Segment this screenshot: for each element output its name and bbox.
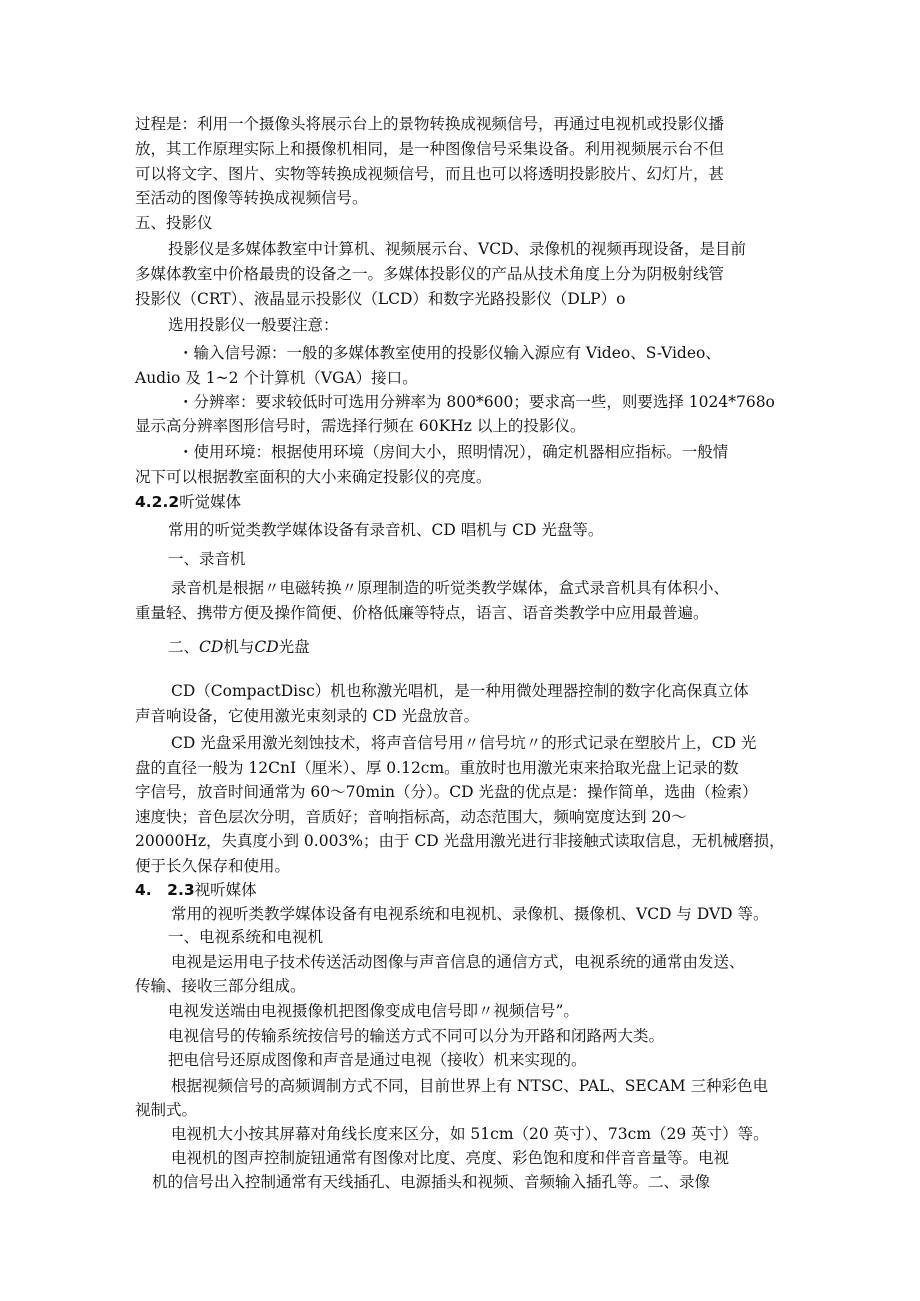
paragraph-line: 传输、接收三部分组成。 [135, 977, 306, 995]
section-title: 听觉媒体 [179, 493, 242, 511]
heading-part: 机与 [223, 638, 255, 656]
paragraph-line: 根据视频信号的高频调制方式不同，目前世界上有 NTSC、PAL、SECAM 三种彩色电 [171, 1077, 769, 1095]
bullet-line: ・输入信号源：一般的多媒体教室使用的投影仪输入源应有 Video、S-Video、 [178, 344, 721, 362]
paragraph-line: 至活动的图像等转换成视频信号。 [135, 189, 368, 207]
paragraph-line: 盘的直径一般为 12CnI（厘米）、厚 0.12cm。重放时也用激光束来拾取光盘上记录的数 [135, 759, 739, 777]
paragraph-line: 便于长久保存和使用。 [135, 857, 291, 875]
paragraph-line: 况下可以根据教室面积的大小来确定投影仪的亮度。 [135, 468, 492, 486]
section-heading-projector: 五、投影仪 [135, 214, 213, 232]
paragraph-line: Audio 及 1~2 个计算机（VGA）接口。 [135, 369, 418, 387]
paragraph-line: 电视发送端由电视摄像机把图像变成电信号即〃视频信号”。 [168, 1002, 579, 1020]
bullet-line: ・使用环境：根据使用环境（房间大小，照明情况），确定机器相应指标。一般情 [178, 443, 729, 461]
heading-part: 光盘 [278, 638, 310, 656]
section-heading-recorder: 一、录音机 [168, 550, 246, 568]
paragraph-line: 速度快；音色层次分明，音质好；音响指标高，动态范围大，频响宽度达到 20～ [135, 808, 687, 826]
subsection-heading-422 [135, 491, 241, 513]
heading-part: 二、 [168, 638, 200, 656]
heading-part: CD [254, 638, 279, 656]
paragraph-line: 电视机大小按其屏幕对角线长度来区分，如 51cm（20 英寸）、73cm（29 英寸）等。 [171, 1125, 769, 1143]
paragraph-line: 常用的视听类教学媒体设备有电视系统和电视机、录像机、摄像机、VCD 与 DVD 等。 [171, 905, 769, 923]
section-number: 4.2.2 [135, 493, 180, 511]
section-heading-cd [168, 636, 310, 658]
section-title: 视听媒体 [194, 881, 257, 899]
paragraph-line: CD 光盘采用激光刻蚀技术，将声音信号用〃信号坑〃的形式记录在塑胶片上，CD 光 [171, 734, 757, 752]
paragraph-line: 常用的听觉类教学媒体设备有录音机、CD 唱机与 CD 光盘等。 [168, 521, 604, 539]
subsection-heading-423 [135, 879, 257, 901]
paragraph-line: 把电信号还原成图像和声音是通过电视（接收）机来实现的。 [168, 1051, 587, 1069]
paragraph-line: 投影仪是多媒体教室中计算机、视频展示台、VCD、录像机的视频再现设备，是目前 [168, 240, 746, 258]
paragraph-line: CD（CompactDisc）机也称激光唱机，是一种用微处理器控制的数字化高保真立体 [171, 682, 749, 700]
paragraph-line: 放，其工作原理实际上和摄像机相同，是一种图像信号采集设备。利用视频展示台不但 [135, 140, 725, 158]
paragraph-line: 电视是运用电子技术传送活动图像与声音信息的通信方式，电视系统的通常由发送、 [171, 953, 745, 971]
paragraph-line: 过程是：利用一个摄像头将展示台上的景物转换成视频信号，再通过电视机或投影仪播 [135, 115, 725, 133]
paragraph-line: 视制式。 [135, 1101, 198, 1119]
paragraph-line: 录音机是根据〃电磁转换〃原理制造的听觉类教学媒体，盒式录音机具有体积小、 [171, 579, 730, 597]
paragraph-line: 电视机的图声控制旋钮通常有图像对比度、亮度、彩色饱和度和伴音音量等。电视 [171, 1149, 730, 1167]
bullet-line: ・分辨率：要求较低时可选用分辨率为 800*600；要求高一些，则要选择 1024*768o [178, 393, 775, 411]
paragraph-line: 20000Hz，失真度小到 0.003%；由于 CD 光盘用激光进行非接触式读取信息，无机械磨损， [135, 832, 785, 850]
paragraph-line: 重量轻、携带方便及操作简便、价格低廉等特点，语言、语音类教学中应用最普遍。 [135, 604, 709, 622]
paragraph-line: 多媒体教室中价格最贵的设备之一。多媒体投影仪的产品从技术角度上分为阴极射线管 [135, 265, 725, 283]
section-number: 4. 2.3 [135, 881, 195, 899]
paragraph-line: 可以将文字、图片、实物等转换成视频信号，而且也可以将透明投影胶片、幻灯片，甚 [135, 165, 725, 183]
paragraph-line: 显示高分辨率图形信号时，需选择行频在 60KHz 以上的投影仪。 [135, 417, 586, 435]
paragraph-line: 电视信号的传输系统按信号的输送方式不同可以分为开路和闭路两大类。 [168, 1027, 665, 1045]
paragraph-line: 声音响设备，它使用激光束刻录的 CD 光盘放音。 [135, 707, 480, 725]
paragraph-line: 选用投影仪一般要注意： [168, 316, 339, 334]
section-heading-tv: 一、电视系统和电视机 [168, 928, 324, 946]
paragraph-line: 字信号，放音时间通常为 60～70min（分）。CD 光盘的优点是：操作简单，选曲（检索） [135, 783, 758, 801]
paragraph-line: 机的信号出入控制通常有天线插孔、电源插头和视频、音频输入插孔等。二、录像 [152, 1173, 711, 1191]
paragraph-line: 投影仪（CRT）、液晶显示投影仪（LCD）和数字光路投影仪（DLP）o [135, 290, 626, 308]
heading-part: CD [199, 638, 224, 656]
